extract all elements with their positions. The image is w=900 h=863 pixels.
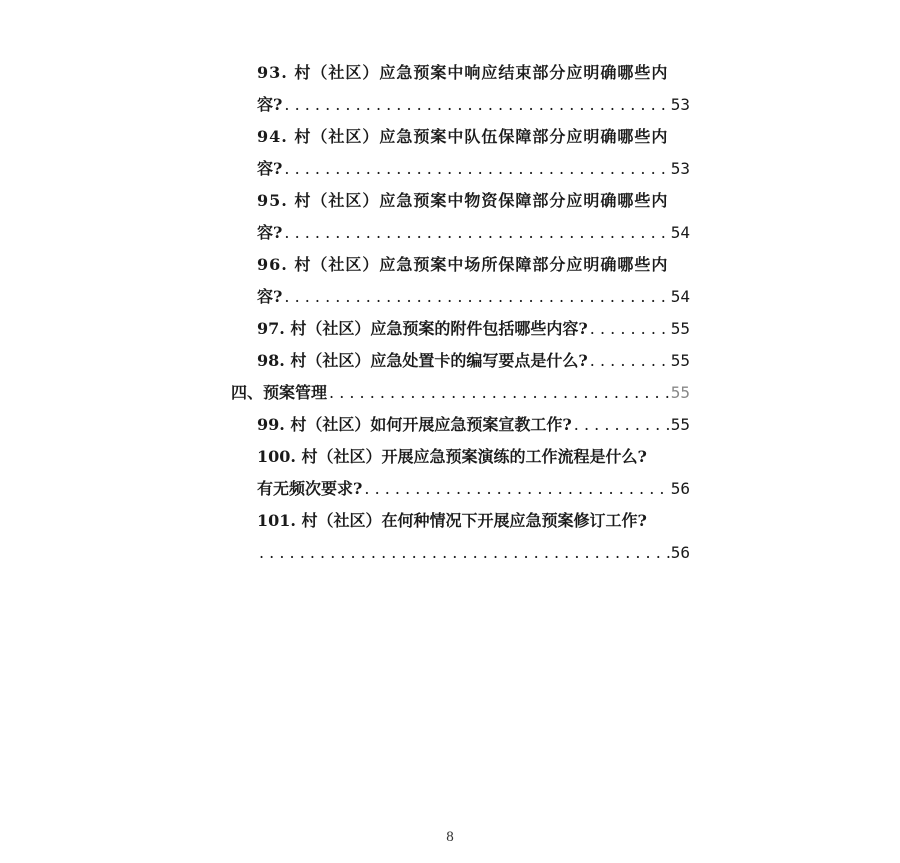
- dot-leader: [327, 377, 671, 409]
- dot-leader: [572, 409, 671, 441]
- toc-line-97[interactable]: [257, 313, 690, 345]
- toc-line-100b[interactable]: [257, 473, 690, 505]
- toc-line-99[interactable]: [257, 409, 690, 441]
- dot-leader: [588, 313, 671, 345]
- toc-page-number: 53: [670, 159, 690, 178]
- dot-leader: [282, 217, 670, 249]
- dot-leader: [282, 281, 670, 313]
- toc-page-number: 56: [670, 479, 690, 498]
- toc-text: 容?: [257, 159, 283, 178]
- toc-line-95a: 95. 村（社区）应急预案中物资保障部分应明确哪些内: [257, 191, 669, 210]
- toc-page-number: 56: [670, 543, 690, 562]
- dot-leader: [282, 153, 670, 185]
- toc-text: 容?: [257, 95, 283, 114]
- toc-line-101b[interactable]: [257, 537, 690, 569]
- dot-leader: [362, 473, 670, 505]
- section-title: 四、预案管理: [231, 383, 328, 402]
- page-number: 8: [446, 829, 454, 845]
- toc-line-95b[interactable]: [257, 217, 690, 249]
- dot-leader: [588, 345, 671, 377]
- toc-line-94a: 94. 村（社区）应急预案中队伍保障部分应明确哪些内: [257, 127, 669, 146]
- toc-page-number: 54: [670, 223, 690, 242]
- toc-text: 97. 村（社区）应急预案的附件包括哪些内容?: [257, 319, 588, 338]
- toc-text: 99. 村（社区）如何开展应急预案宣教工作?: [257, 415, 572, 434]
- toc-line-96b[interactable]: [257, 281, 690, 313]
- dot-leader: [257, 537, 671, 569]
- toc-text: 有无频次要求?: [257, 479, 363, 498]
- toc-line-98[interactable]: [257, 345, 690, 377]
- toc-section-4[interactable]: [231, 377, 690, 409]
- toc-line-94b[interactable]: [257, 153, 690, 185]
- dot-leader: [282, 89, 670, 121]
- toc-page-number: 54: [670, 287, 690, 306]
- toc-text: 98. 村（社区）应急处置卡的编写要点是什么?: [257, 351, 588, 370]
- toc-text: 容?: [257, 287, 283, 306]
- toc-line-100a: 100. 村（社区）开展应急预案演练的工作流程是什么?: [257, 447, 647, 466]
- toc-page-number: 53: [670, 95, 690, 114]
- toc-line-93a: 93. 村（社区）应急预案中响应结束部分应明确哪些内: [257, 63, 669, 82]
- toc-page-number: 55: [670, 351, 690, 370]
- toc-page-number: 55: [670, 319, 690, 338]
- toc-text: 容?: [257, 223, 283, 242]
- toc-line-93b[interactable]: [257, 89, 690, 121]
- toc-page-number: 55: [670, 383, 690, 402]
- toc-line-101a: 101. 村（社区）在何种情况下开展应急预案修订工作?: [257, 511, 647, 530]
- toc-line-96a: 96. 村（社区）应急预案中场所保障部分应明确哪些内: [257, 255, 669, 274]
- toc-page-number: 55: [670, 415, 690, 434]
